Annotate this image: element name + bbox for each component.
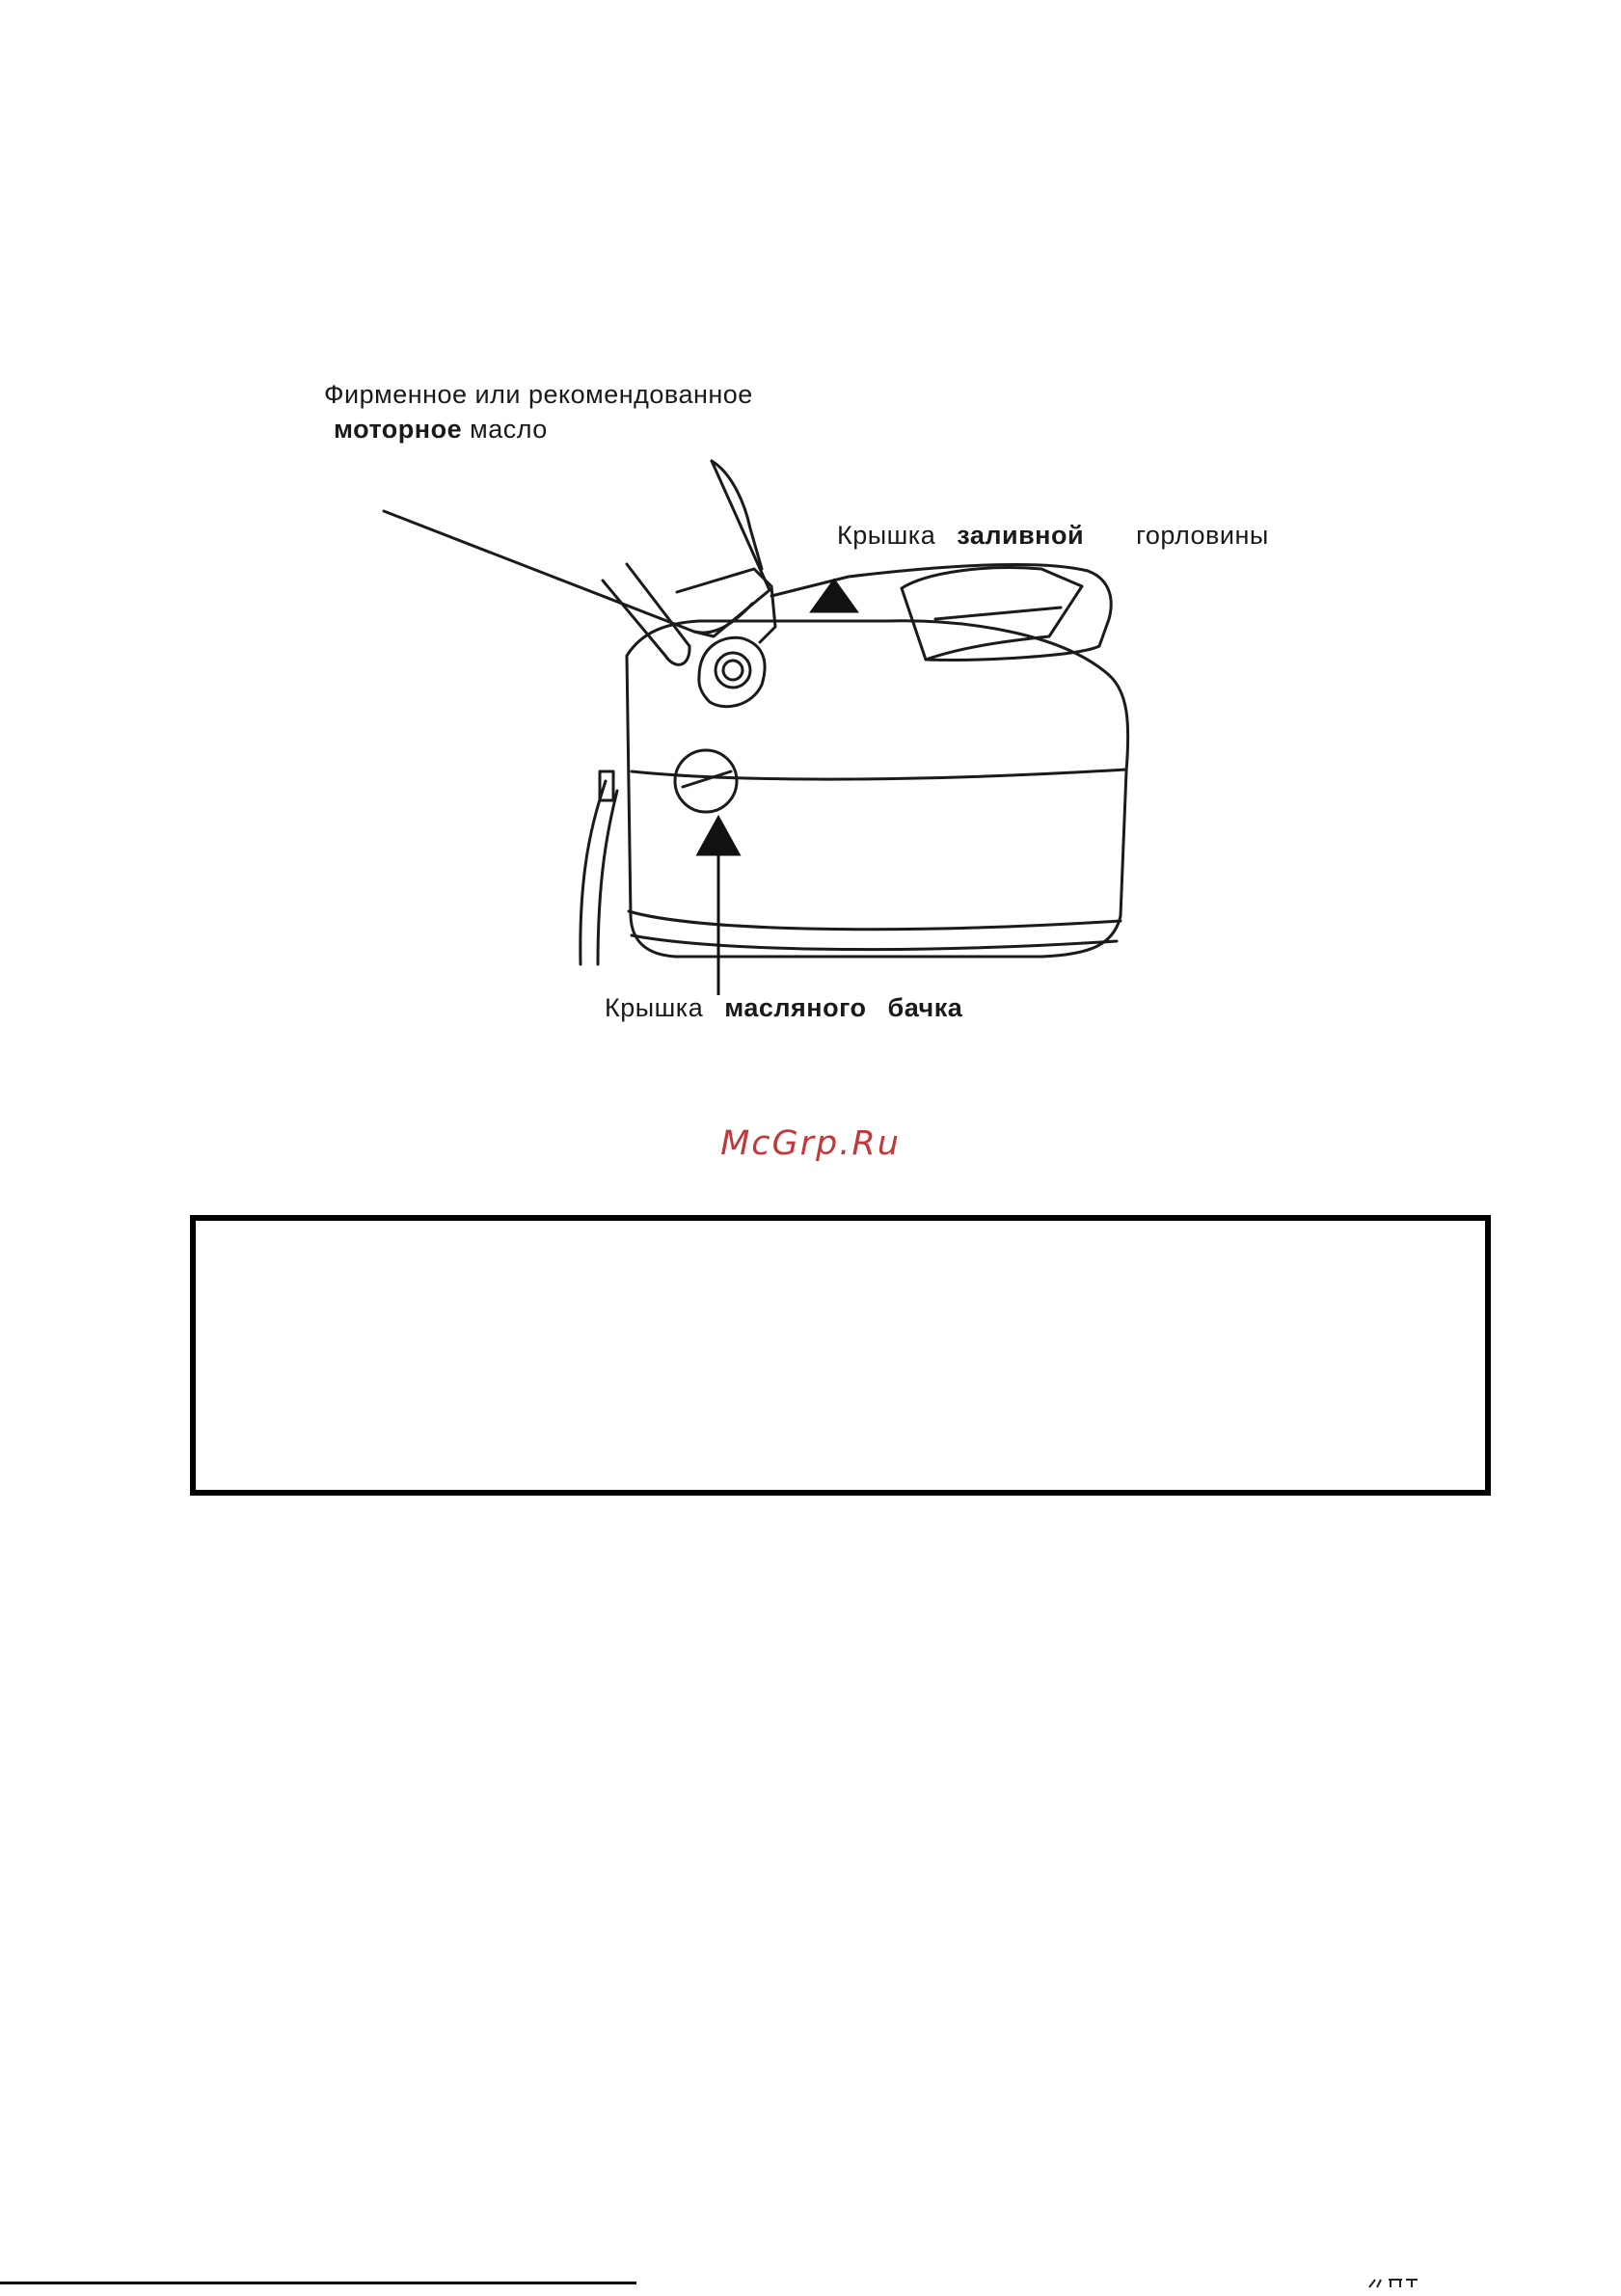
tank-cap-label xyxy=(605,991,962,1024)
oil-label-line2 xyxy=(334,413,548,446)
oil-label-line1 xyxy=(324,378,753,411)
oil-bottle-nozzle xyxy=(603,564,689,656)
cowl-lower-seam xyxy=(629,911,1121,930)
oil-tank-cap-slot xyxy=(683,771,731,787)
engine-cowl-body xyxy=(627,621,1128,957)
filler-cap-label-part1: Крышка xyxy=(837,521,936,550)
filler-cap-label-part3: горловины xyxy=(1136,521,1269,550)
cowl-mid-line xyxy=(632,770,1126,779)
tank-cap-arrow-head xyxy=(698,818,739,854)
filler-neck-inner xyxy=(723,661,743,680)
oil-label-line1-text: Фирменное или рекомендованное xyxy=(324,380,753,409)
oil-bottle-outline xyxy=(384,461,770,636)
top-hood-slot xyxy=(935,608,1061,619)
engine-oil-illustration xyxy=(309,366,1331,1041)
oil-tank-cap xyxy=(675,750,737,812)
empty-note-box xyxy=(190,1215,1491,1496)
filler-cap-label-part2: заливной xyxy=(957,521,1085,550)
footer-rule xyxy=(0,2282,636,2284)
side-cable-2 xyxy=(598,791,617,964)
oil-label-line2-rest: масло xyxy=(470,415,548,444)
tank-cap-label-part2: масляного xyxy=(724,993,867,1022)
filler-neck-outer xyxy=(699,637,765,706)
cowl-lower-seam-2 xyxy=(632,935,1117,950)
outboard-engine-drawing xyxy=(309,366,1331,1041)
oil-bottle-bottom xyxy=(694,604,752,633)
nozzle-tip xyxy=(665,646,689,664)
oil-label-line2-bold: моторное xyxy=(334,415,463,444)
filler-neck-opening xyxy=(716,653,750,688)
tank-cap-label-part3: бачка xyxy=(887,993,963,1022)
footer-marks xyxy=(1367,2276,1435,2289)
tank-cap-label-part1: Крышка xyxy=(605,993,704,1022)
filler-cap-label xyxy=(837,519,1269,552)
watermark: McGrp.Ru xyxy=(720,1124,901,1163)
